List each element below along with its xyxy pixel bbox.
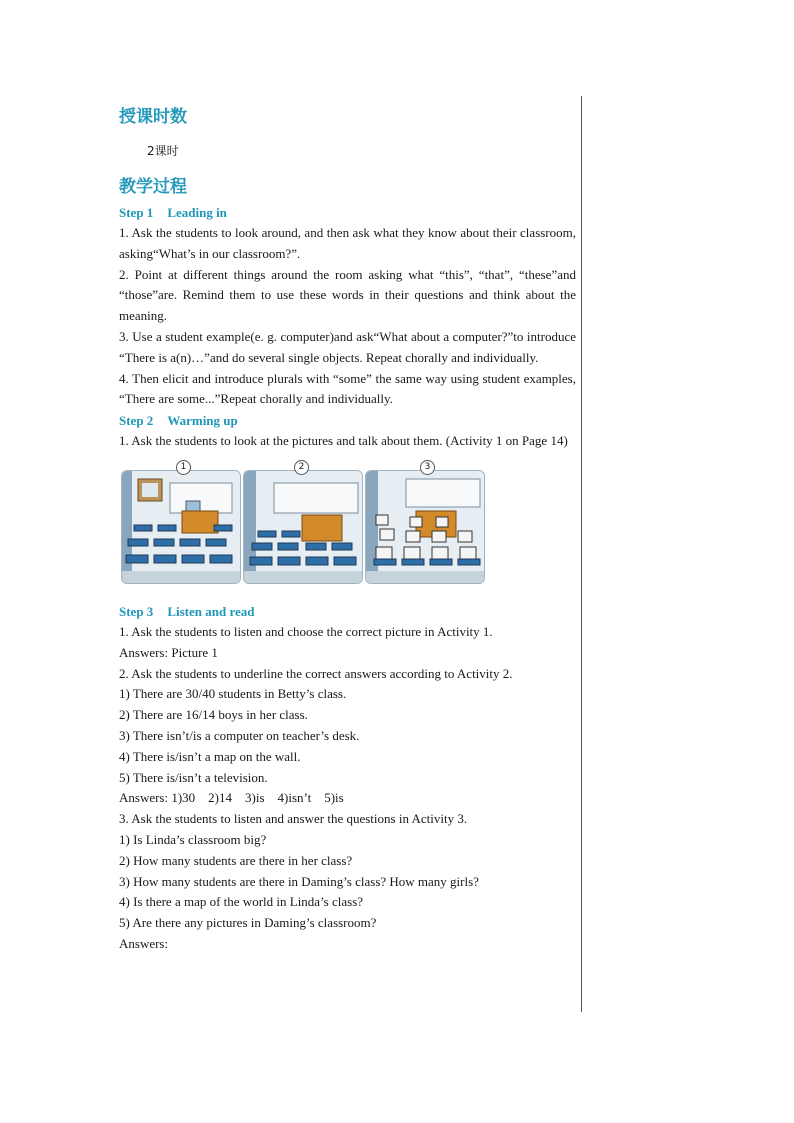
step1-paragraph: 1. Ask the students to look around, and then ask what they know about their classroom, asking“What’s in our classroom?”. (119, 225, 576, 261)
step3-line: Answers: Picture 1 (119, 644, 218, 660)
step2-heading: Step 2 Warming up (119, 413, 238, 429)
picture-number-badge: 3 (420, 460, 435, 475)
step3-line: 3) There isn’t/is a computer on teacher’s desk. (119, 727, 360, 743)
classroom-picture-3 (365, 470, 485, 584)
step3-heading: Step 3 Listen and read (119, 603, 255, 619)
step1-paragraph: 4. Then elicit and introduce plurals with “some” the same way using student examples, “There are some...”Repeat chorally and individually. (119, 370, 576, 407)
step3-line: 1) Is Linda’s classroom big? (119, 831, 267, 847)
step3-line: Answers: 1)30 2)14 3)is 4)isn’t 5)is (119, 790, 344, 806)
step3-line: 4) Is there a map of the world in Linda’s class? (119, 894, 364, 910)
picture-number-badge: 2 (294, 460, 309, 475)
step2-paragraph: 1. Ask the students to look at the pictures and talk about them. (Activity 1 on Page 14) (119, 433, 568, 449)
step3-line: Answers: (119, 935, 169, 951)
step3-line: 5) Are there any pictures in Daming’s classroom? (119, 915, 377, 931)
heading-teaching-hours: 授课时数 (119, 107, 187, 127)
step3-line: 4) There is/isn’t a map on the wall. (119, 748, 301, 764)
picture-number-badge: 1 (176, 460, 191, 475)
step3-line: 2) There are 16/14 boys in her class. (119, 707, 308, 723)
step3-line: 2. Ask the students to underline the correct answers according to Activity 2. (119, 665, 513, 681)
step1-paragraph: 3. Use a student example(e. g. computer)and ask“What about a computer?”to introduce “There is a(n)…”and do several single objects. Repeat chorally and individually. (119, 328, 576, 365)
step1-paragraph: 2. Point at different things around the room asking what “this”, “that”, “these”and “those”are. Remind them to use these words in their questions and think about the meaning. (119, 266, 576, 324)
vertical-rule (581, 96, 582, 1012)
step3-line: 1) There are 30/40 students in Betty’s class. (119, 686, 347, 702)
step1-heading: Step 1 Leading in (119, 205, 227, 220)
teaching-hours-value: 2课时 (147, 144, 179, 158)
classroom-picture-1 (121, 470, 241, 584)
step3-line: 2) How many students are there in her class? (119, 852, 353, 868)
step3-line: 1. Ask the students to listen and choose the correct picture in Activity 1. (119, 623, 493, 639)
step3-line: 3. Ask the students to listen and answer the questions in Activity 3. (119, 811, 468, 827)
document-content (119, 100, 576, 955)
step3-line: 5) There is/isn’t a television. (119, 769, 268, 785)
classroom-picture-2 (243, 470, 363, 584)
heading-teaching-process: 教学过程 (119, 177, 187, 197)
step3-line: 3) How many students are there in Daming’s class? How many girls? (119, 873, 479, 889)
classroom-pictures (119, 462, 576, 587)
